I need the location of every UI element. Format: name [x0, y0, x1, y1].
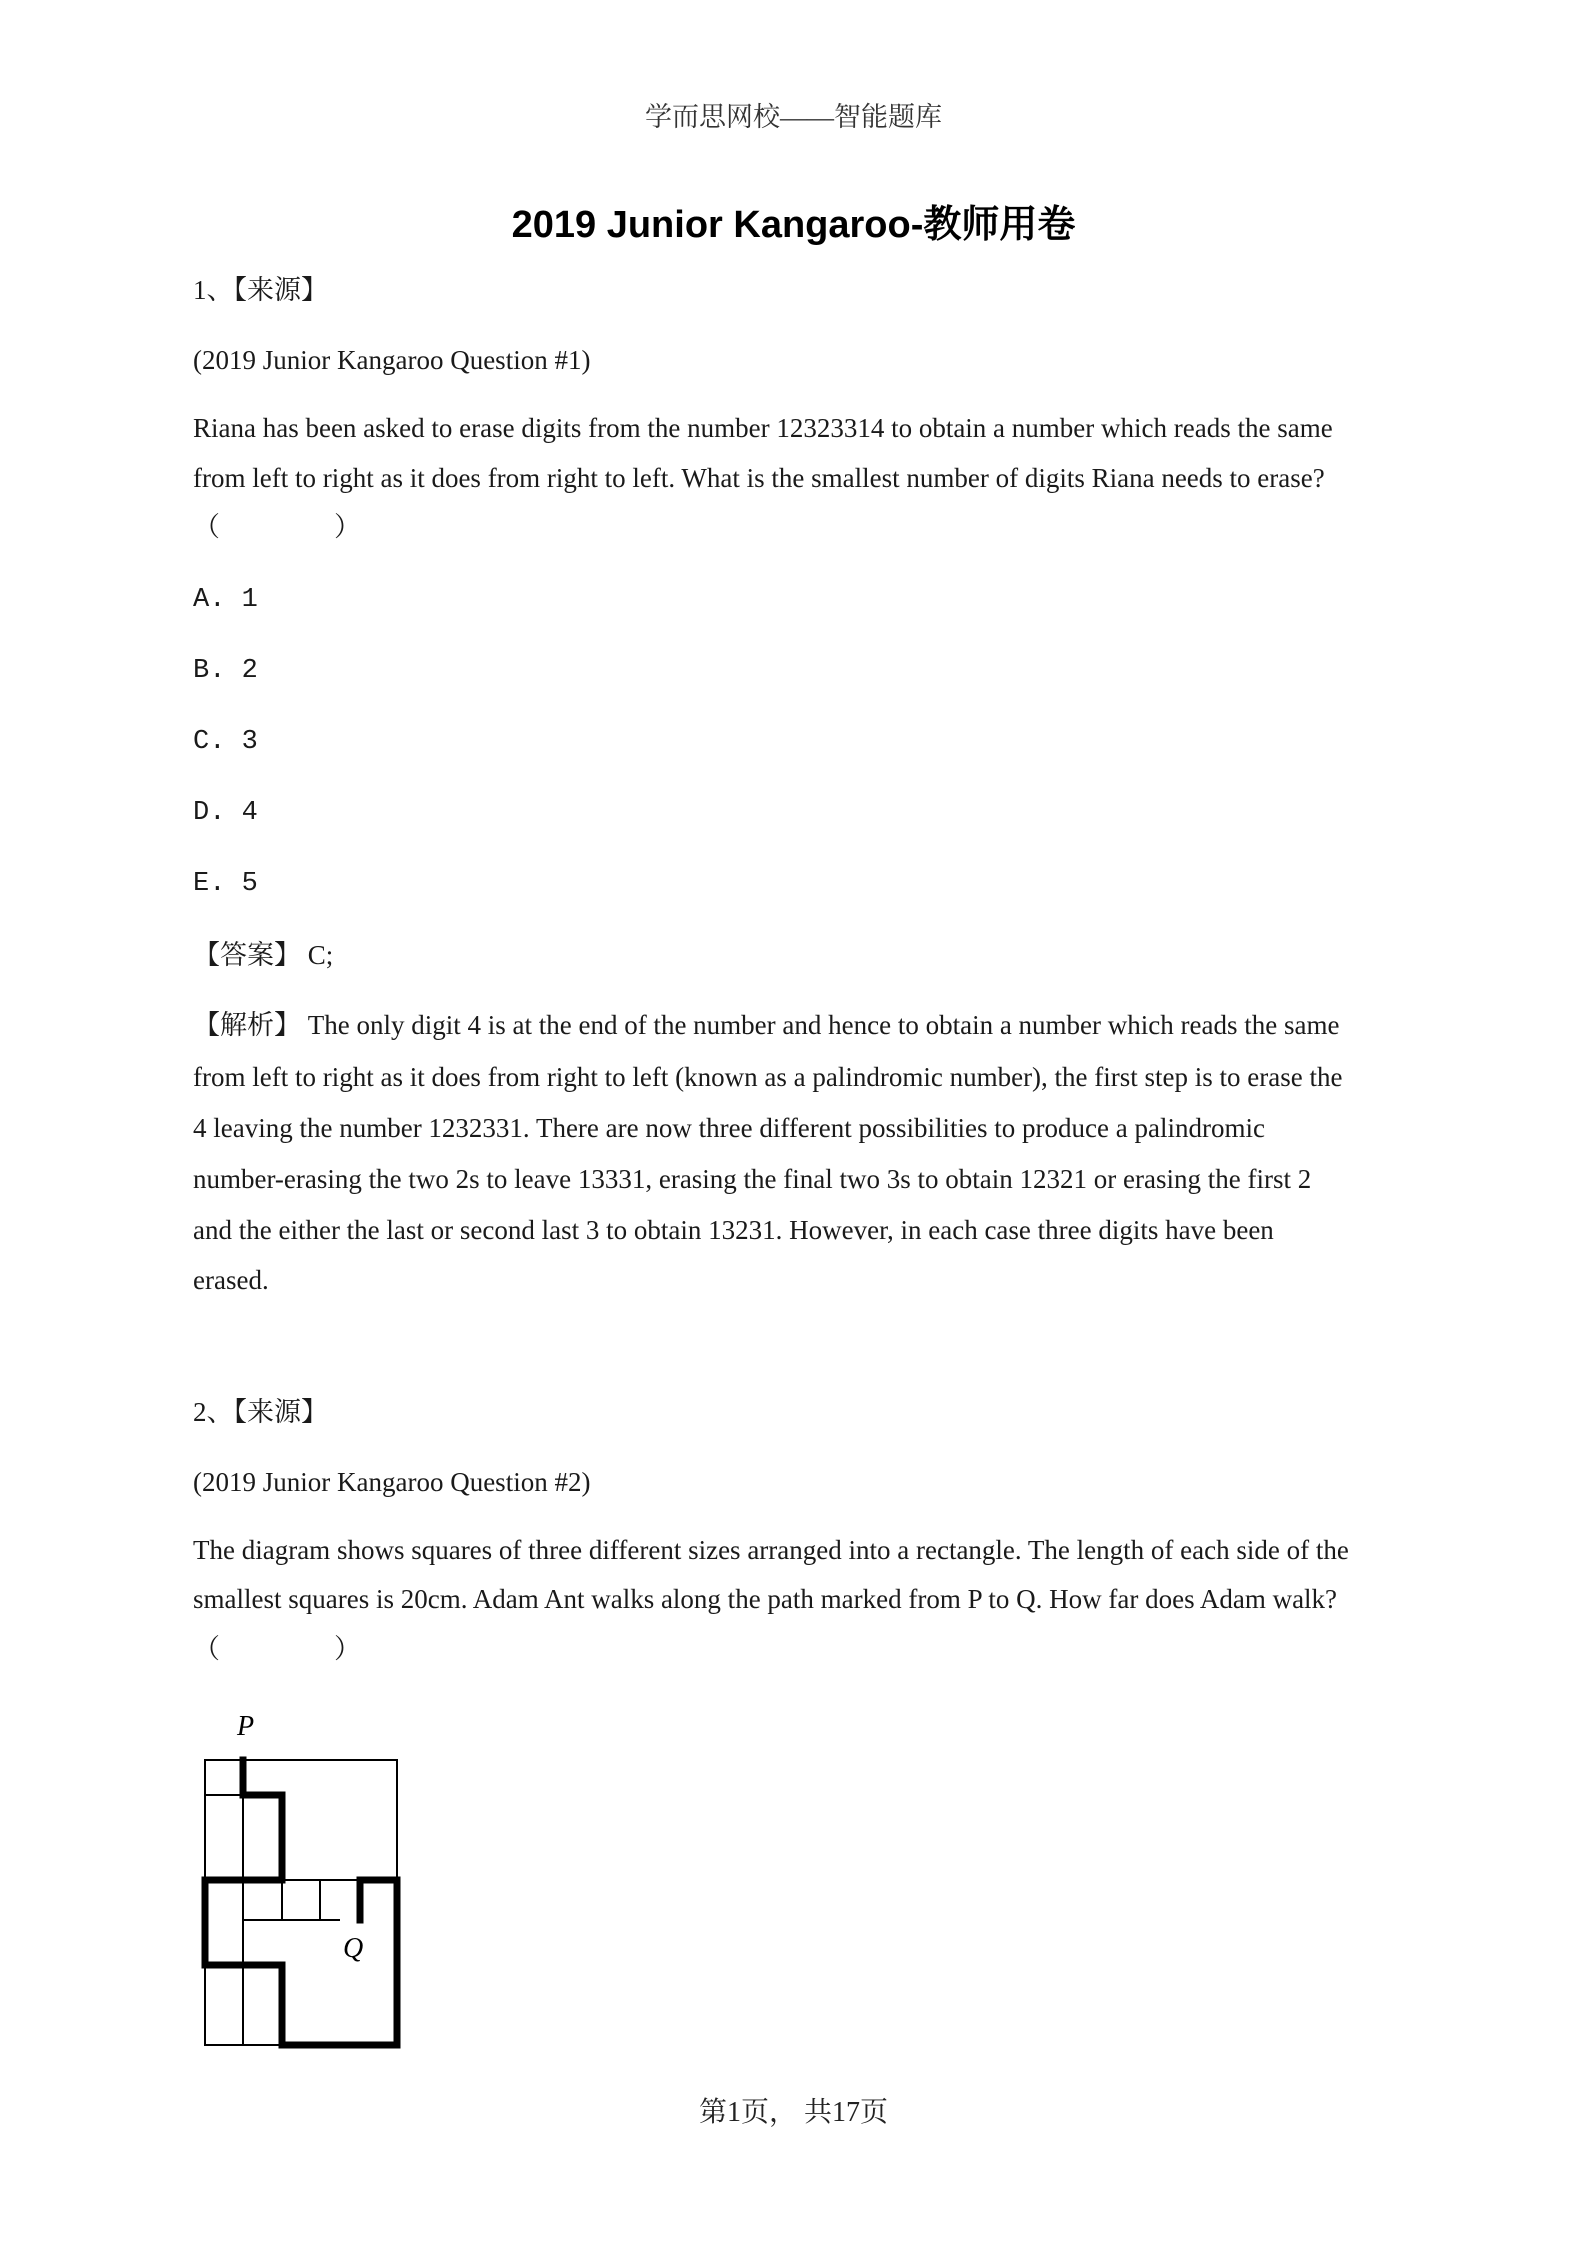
answer-blank: （ ） — [193, 1634, 381, 1664]
label-p: P — [237, 1711, 255, 1742]
analysis-line: 【解析】 The only digit 4 is at the end of the number and hence to obtain a number which reads the same — [193, 1010, 1340, 1040]
grid-lines — [205, 1760, 397, 2045]
analysis-line: 4 leaving the number 1232331. There are now three different possibilities to produce a palindromic — [193, 1113, 1265, 1143]
question-source: (2019 Junior Kangaroo Question #1) — [193, 345, 591, 375]
page-footer: 第1页， 共17页 — [698, 2097, 888, 2128]
squares-path-diagram — [180, 1695, 420, 2055]
label-q: Q — [343, 1933, 364, 1964]
analysis-line: and the either the last or second last 3 to obtain 13231. However, in each case three digits have been — [193, 1215, 1274, 1245]
analysis-line: number-erasing the two 2s to leave 13331, erasing the final two 3s to obtain 12321 or erasing the first 2 — [193, 1164, 1312, 1194]
analysis-line: from left to right as it does from right to left (known as a palindromic number), the first step is to erase the — [193, 1062, 1343, 1092]
question-source: (2019 Junior Kangaroo Question #2) — [193, 1467, 591, 1497]
answer-blank: （ ） — [193, 512, 381, 542]
question-stem-line: Riana has been asked to erase digits from the number 12323314 to obtain a number which reads the same — [193, 413, 1333, 443]
option-b: B. 2 — [193, 656, 258, 686]
question-number: 1、【来源】 — [193, 275, 328, 305]
analysis-line: erased. — [193, 1265, 269, 1295]
question-number: 2、【来源】 — [193, 1397, 328, 1427]
option-d: D. 4 — [193, 798, 258, 828]
page-title: 2019 Junior Kangaroo-教师用卷 — [511, 204, 1076, 246]
answer-text: 【答案】 C; — [193, 940, 334, 970]
option-a: A. 1 — [193, 585, 258, 615]
option-c: C. 3 — [193, 727, 258, 757]
question-stem-line: from left to right as it does from right to left. What is the smallest number of digits Riana needs to erase? — [193, 463, 1325, 493]
question-stem-line: The diagram shows squares of three different sizes arranged into a rectangle. The length of each side of the — [193, 1535, 1349, 1565]
page-header: 学而思网校——智能题库 — [645, 102, 942, 132]
outer-rectangle — [205, 1760, 397, 2045]
question-stem-line: smallest squares is 20cm. Adam Ant walks along the path marked from P to Q. How far does Adam walk? — [193, 1584, 1338, 1614]
option-e: E. 5 — [193, 869, 258, 899]
ant-path — [205, 1760, 397, 2045]
